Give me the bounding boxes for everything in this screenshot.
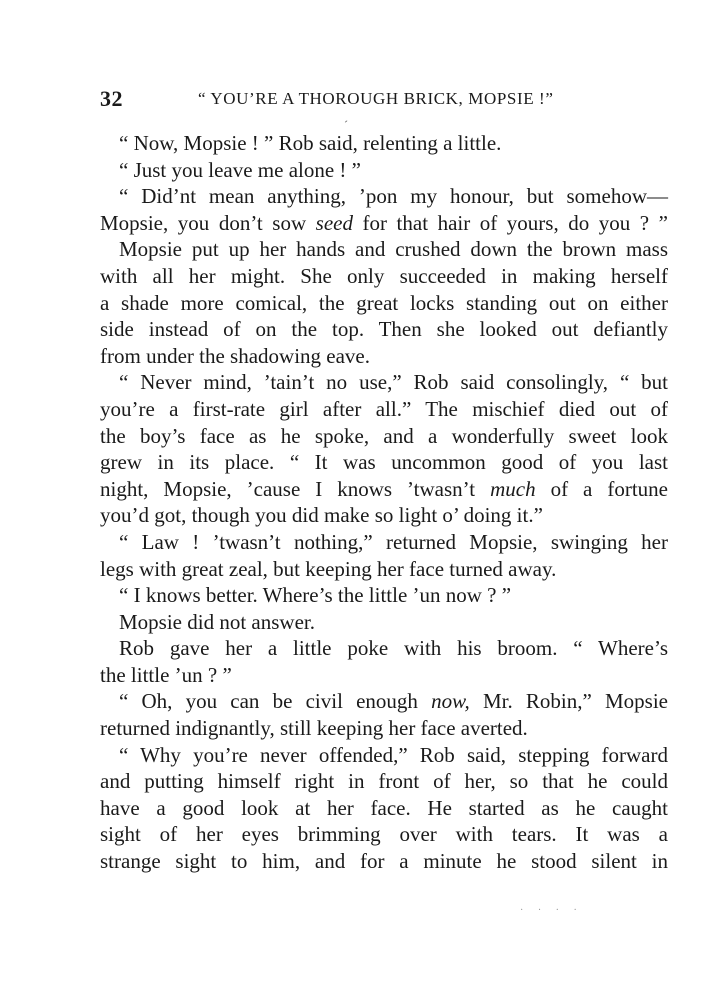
- text-line: and putting himself right in front of her, so that he could: [100, 769, 668, 794]
- text-line: the little ’un ? ”: [100, 662, 232, 687]
- text-line: “ Why you’re never offended,” Rob said, stepping forward: [119, 742, 668, 767]
- text-line: you’re a first-rate girl after all.” The mischief died out of: [100, 396, 668, 421]
- text-line: returned indignantly, still keeping her face averted.: [100, 716, 528, 741]
- text-line: you’d got, though you did make so light o’ doing it.”: [100, 503, 543, 528]
- text-line: strange sight to him, and for a minute he stood silent in: [100, 849, 668, 874]
- text-line: with all her might. She only succeeded in making herself: [100, 263, 668, 288]
- text-line: “ Never mind, ’tain’t no use,” Rob said consolingly, “ but: [119, 370, 668, 395]
- text-line: “ Oh, you can be civil enough now, Mr. Robin,” Mopsie: [119, 689, 669, 714]
- text-line: “ I knows better. Where’s the little ’un now ? ”: [119, 583, 512, 608]
- text-line: side instead of on the top. Then she looked out defiantly: [100, 317, 668, 342]
- text-line: “ Law ! ’twasn’t nothing,” returned Mopsie, swinging her: [119, 529, 668, 554]
- text-line: the boy’s face as he spoke, and a wonderfully sweet look: [100, 423, 668, 448]
- text-line: “ Just you leave me alone ! ”: [119, 157, 361, 182]
- text-line: “ Did’nt mean anything, ’pon my honour, but somehow—: [119, 184, 668, 209]
- text-line: have a good look at her face. He started as he caught: [100, 795, 668, 820]
- running-title: “ YOU’RE A THOROUGH BRICK, MOPSIE !”: [198, 89, 554, 108]
- text-line: Mopsie did not answer.: [119, 609, 315, 634]
- text-line: grew in its place. “ It was uncommon good of you last: [100, 450, 668, 475]
- print-specks: · · · ·: [520, 905, 583, 916]
- text-line: from under the shadowing eave.: [100, 343, 370, 368]
- text-line: “ Now, Mopsie ! ” Rob said, relenting a little.: [119, 131, 502, 155]
- print-mark: ˊ: [344, 118, 348, 132]
- page-number: 32: [100, 86, 123, 111]
- text-line: Mopsie, you don’t sow seed for that hair of yours, do you ? ”: [100, 210, 668, 235]
- text-line: Rob gave her a little poke with his broom. “ Where’s: [119, 636, 668, 661]
- text-line: legs with great zeal, but keeping her face turned away.: [100, 556, 557, 581]
- body-text: [100, 130, 668, 875]
- text-line: night, Mopsie, ’cause I knows ’twasn’t much of a fortune: [100, 476, 668, 501]
- text-line: Mopsie put up her hands and crushed down the brown mass: [119, 237, 668, 262]
- page-header: [100, 86, 668, 114]
- text-line: a shade more comical, the great locks standing out on either: [100, 290, 668, 315]
- text-line: sight of her eyes brimming over with tears. It was a: [100, 822, 668, 847]
